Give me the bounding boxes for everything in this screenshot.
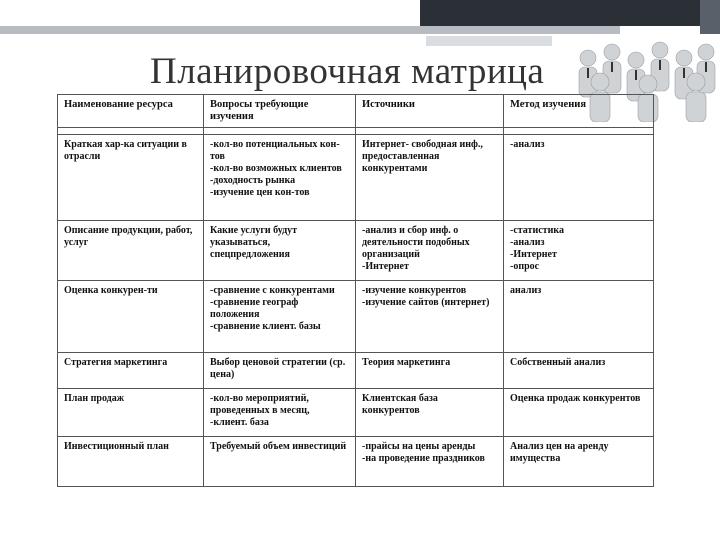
cell-line: Оценка продаж конкурентов [510, 393, 641, 404]
cell-line: -сравнение клиент. базы [210, 321, 321, 332]
decorative-bar-grey [0, 26, 620, 34]
decorative-bar-dark [420, 0, 700, 26]
cell-line: -кол-во возможных клиентов [210, 163, 342, 174]
header-resource: Наименование ресурса [58, 95, 204, 128]
table-gap-row [58, 128, 654, 135]
header-method: Метод изучения [504, 95, 654, 128]
cell-line: предоставленная конкурентами [362, 151, 440, 174]
cell-resource: Стратегия маркетинга [58, 353, 204, 389]
cell-sources [356, 389, 504, 437]
decorative-bar-edge [700, 0, 720, 34]
cell-line: -сравнение географ положения [210, 297, 299, 320]
cell-questions [204, 437, 356, 487]
cell-method [504, 135, 654, 221]
cell-line: Собственный анализ [510, 357, 606, 368]
cell-line: -опрос [510, 261, 540, 272]
cell-method [504, 281, 654, 353]
cell-line: Клиентская база конкурентов [362, 393, 438, 416]
table-row [58, 389, 654, 437]
cell-line: Выбор ценовой стратегии (ср. цена) [210, 357, 346, 380]
cell-line: -изучение сайтов (интернет) [362, 297, 490, 308]
table-row [58, 437, 654, 487]
cell-line: -клиент. база [210, 417, 269, 428]
cell-line: -анализ [510, 237, 545, 248]
table-row [58, 135, 654, 221]
cell-line: -Интернет [362, 261, 409, 272]
table-row [58, 353, 654, 389]
cell-questions [204, 281, 356, 353]
cell-line: -на проведение праздников [362, 453, 485, 464]
header-questions: Вопросы требующие изучения [204, 95, 356, 128]
slide-title: Планировочная матрица [150, 51, 545, 92]
table-row [58, 281, 654, 353]
cell-line: -изучение цен кон-тов [210, 187, 310, 198]
cell-resource: Оценка конкурен-ти [58, 281, 204, 353]
cell-sources [356, 281, 504, 353]
cell-questions [204, 389, 356, 437]
cell-line: -Интернет [510, 249, 557, 260]
cell-line: -сравнение с конкурентами [210, 285, 335, 296]
cell-method [504, 389, 654, 437]
header-sources: Источники [356, 95, 504, 128]
cell-line: -кол-во потенциальных кон-тов [210, 139, 340, 162]
cell-method [504, 353, 654, 389]
cell-line: Анализ цен на аренду имущества [510, 441, 609, 464]
cell-line: Интернет- свободная инф., [362, 139, 483, 150]
table-header-row [58, 95, 654, 128]
cell-line: Требуемый объем инвестиций [210, 441, 347, 452]
cell-line: -анализ и сбор инф. о деятельности подобных организаций [362, 225, 470, 260]
cell-method [504, 437, 654, 487]
cell-line: -кол-во мероприятий, проведенных в месяц, [210, 393, 310, 416]
cell-line: -прайсы на цены аренды [362, 441, 476, 452]
cell-line: -статистика [510, 225, 564, 236]
cell-questions [204, 135, 356, 221]
cell-sources [356, 437, 504, 487]
cell-line: -доходность рынка [210, 175, 296, 186]
cell-sources [356, 221, 504, 281]
cell-questions [204, 221, 356, 281]
cell-questions [204, 353, 356, 389]
cell-sources [356, 353, 504, 389]
cell-line: анализ [510, 285, 542, 296]
cell-resource: Инвестиционный план [58, 437, 204, 487]
cell-line: Какие услуги будут указываться, спецпредложения [210, 225, 298, 260]
cell-line: -изучение конкурентов [362, 285, 467, 296]
cell-line: -анализ [510, 139, 545, 150]
cell-resource: План продаж [58, 389, 204, 437]
cell-sources [356, 135, 504, 221]
planning-matrix-table [57, 94, 654, 487]
cell-resource: Описание продукции, работ, услуг [58, 221, 204, 281]
cell-method [504, 221, 654, 281]
cell-line: Теория маркетинга [362, 357, 451, 368]
cell-resource: Краткая хар-ка ситуации в отрасли [58, 135, 204, 221]
table-row [58, 221, 654, 281]
decorative-bar-light [426, 36, 552, 46]
